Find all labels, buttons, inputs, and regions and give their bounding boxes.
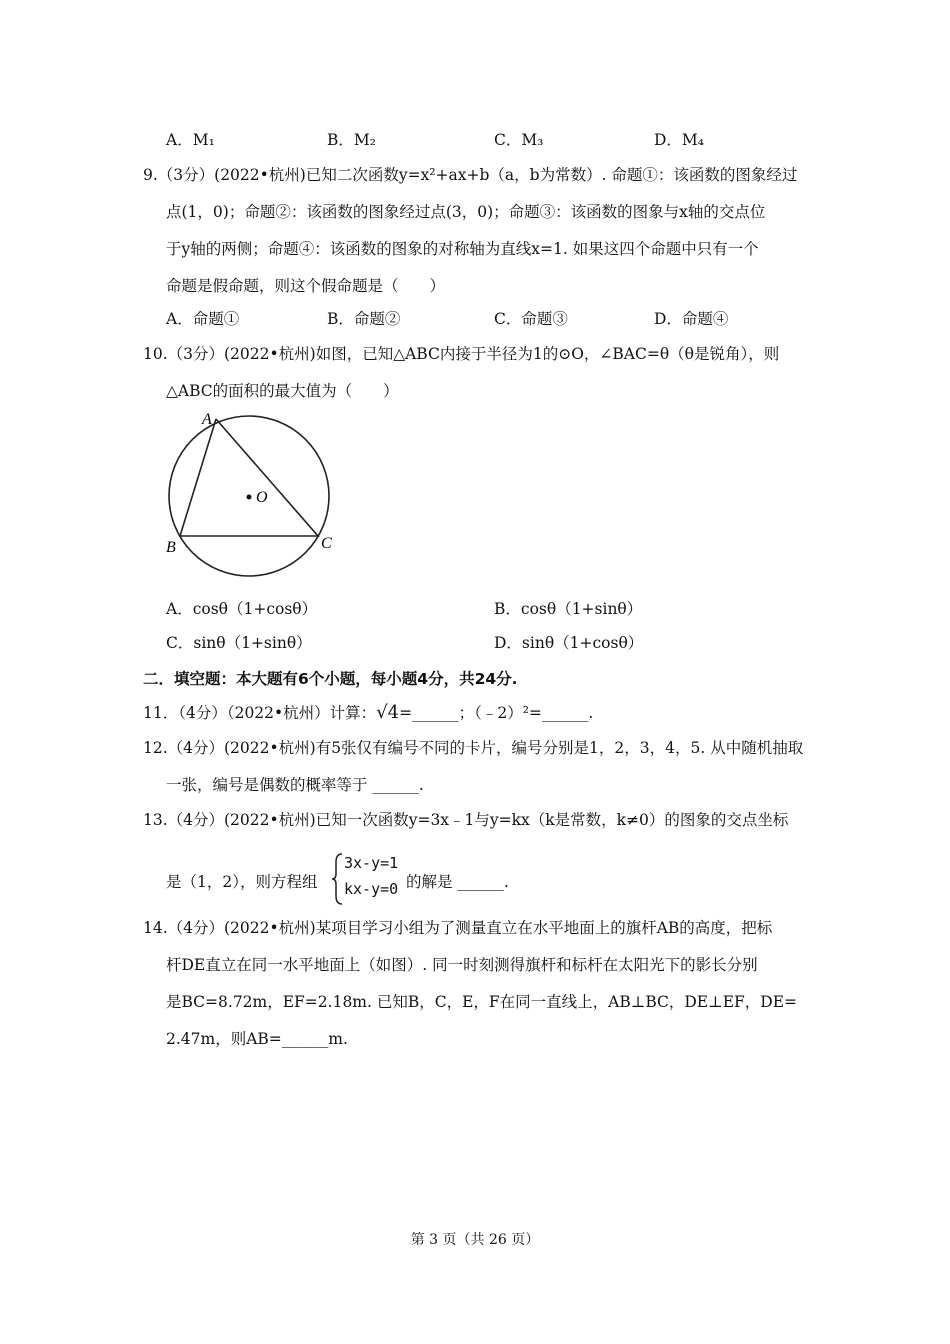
q10-option-c: C．sinθ（1+sinθ） xyxy=(166,634,312,652)
equation-2: kx-y=0 xyxy=(344,880,399,898)
q11-prefix: 11．（4分）（2022•杭州）计算： xyxy=(143,704,377,722)
label-b: B xyxy=(166,539,176,556)
q12-line-1: 12.（4分）(2022•杭州)有5张仅有编号不同的卡片，编号分别是1，2，3，4，5. 从中随机抽取 xyxy=(143,739,804,757)
q8-option-c: C．M₃ xyxy=(494,131,544,149)
label-a: A xyxy=(202,411,212,428)
q10-option-a: A．cosθ（1+cosθ） xyxy=(166,600,318,618)
q9-line-4: 命题是假命题，则这个假命题是（ ） xyxy=(166,277,446,295)
q9-option-a: A．命题① xyxy=(166,310,240,328)
circle-triangle-figure xyxy=(160,405,350,585)
q14-line-2: 杆DE直立在同一水平地面上（如图）. 同一时刻测得旗杆和标杆在太阳光下的影长分别 xyxy=(166,956,758,974)
page-footer: 第 3 页（共 26 页） xyxy=(410,1232,540,1248)
q13-line-2-suffix: 的解是 ______. xyxy=(406,873,509,891)
q10-line-2: △ABC的面积的最大值为（ ） xyxy=(166,382,399,400)
q14-line-1: 14.（4分）(2022•杭州)某项目学习小组为了测量直立在水平地面上的旗杆AB的高度，把标 xyxy=(143,919,773,937)
q13-line-1: 13.（4分）(2022•杭州)已知一次函数y=3x﹣1与y=kx（k是常数，k≠0）的图象的交点坐标 xyxy=(143,811,789,829)
q11-rest: =______；（﹣2）²=______. xyxy=(399,704,594,722)
q9-line-1: 9.（3分）(2022•杭州)已知二次函数y=x²+ax+b（a，b为常数）. 命题①：该函数的图象经过 xyxy=(143,166,798,184)
q11-sqrt: √4 xyxy=(376,702,400,723)
left-brace-icon xyxy=(332,852,344,906)
q11-line xyxy=(143,701,593,723)
q14-line-3: 是BC=8.72m，EF=2.18m. 已知B，C，E，F在同一直线上，AB⊥BC，DE⊥EF，DE= xyxy=(166,993,797,1011)
q12-line-2: 一张，编号是偶数的概率等于 ______. xyxy=(166,776,424,794)
q10-option-b: B．cosθ（1+sinθ） xyxy=(494,600,643,618)
q8-option-a: A．M₁ xyxy=(166,131,215,149)
q9-option-b: B．命题② xyxy=(327,310,401,328)
q8-option-b: B．M₂ xyxy=(327,131,376,149)
section-2-heading: 二．填空题：本大题有6个小题，每小题4分，共24分. xyxy=(143,670,518,688)
q9-line-2: 点(1，0)；命题②：该函数的图象经过点(3，0)；命题③：该函数的图象与x轴的交点位 xyxy=(166,203,766,221)
equation-system xyxy=(332,852,412,906)
center-point xyxy=(247,495,252,500)
label-o: O xyxy=(256,489,268,506)
q9-line-3: 于y轴的两侧；命题④：该函数的图象的对称轴为直线x=1. 如果这四个命题中只有一个 xyxy=(166,240,759,258)
triangle-abc xyxy=(180,419,318,536)
q9-option-c: C．命题③ xyxy=(494,310,568,328)
q8-option-d: D．M₄ xyxy=(654,131,705,149)
q14-line-4: 2.47m，则AB=______m. xyxy=(166,1030,348,1048)
q10-option-d: D．sinθ（1+cosθ） xyxy=(494,634,644,652)
q10-line-1: 10.（3分）(2022•杭州)如图，已知△ABC内接于半径为1的⊙O，∠BAC=θ（θ是锐角），则 xyxy=(143,345,780,363)
label-c: C xyxy=(321,535,332,552)
equation-1: 3x-y=1 xyxy=(344,854,399,872)
q13-line-2-prefix: 是（1，2），则方程组 xyxy=(166,873,318,891)
q9-option-d: D．命题④ xyxy=(654,310,729,328)
